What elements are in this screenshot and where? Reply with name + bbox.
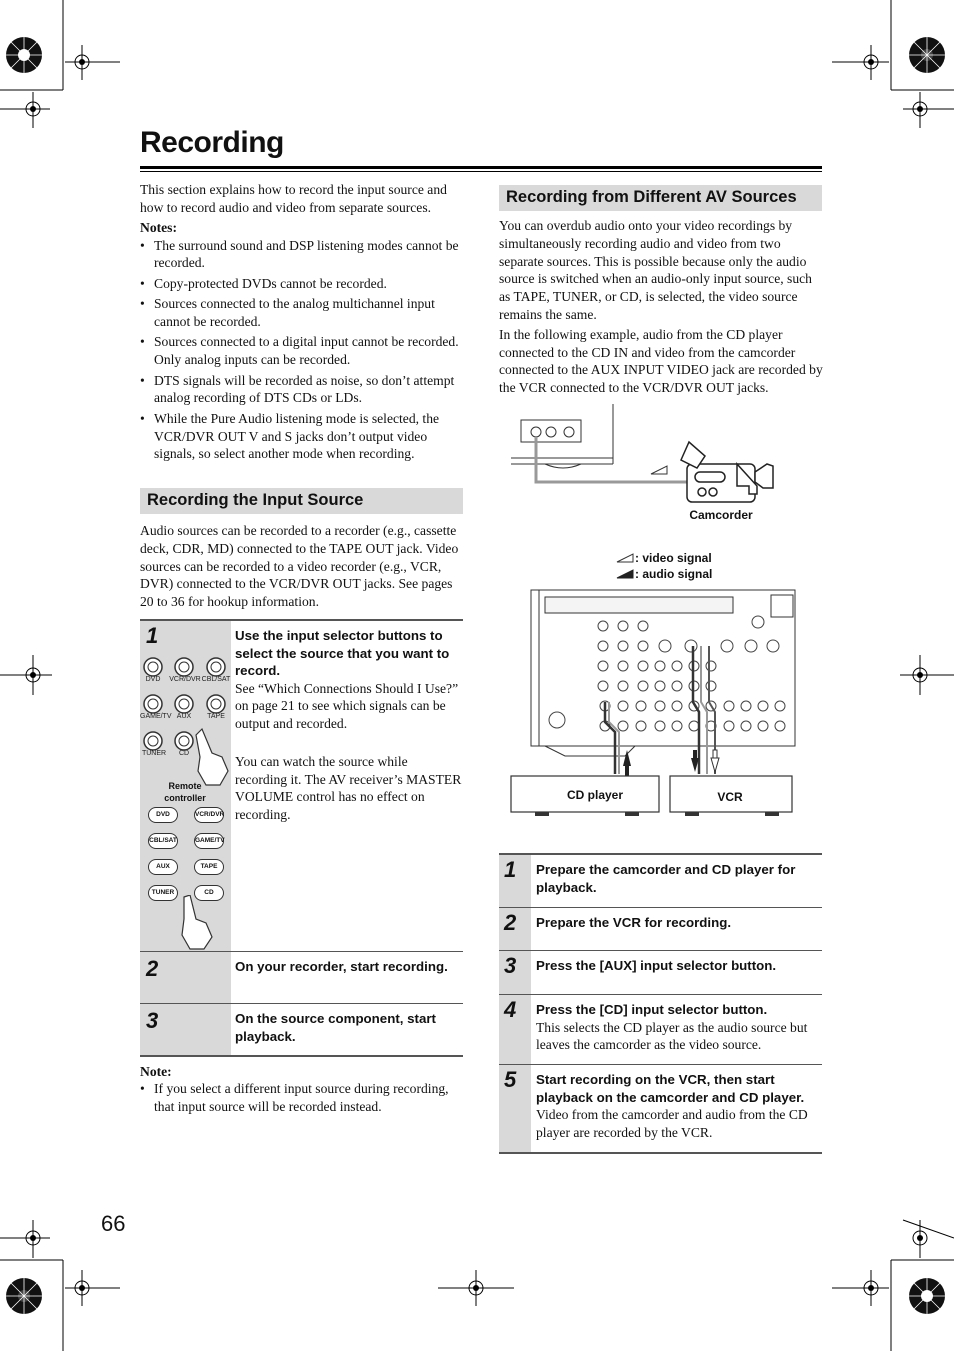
step-number-panel (499, 908, 531, 950)
unit-label: DVD (145, 676, 161, 683)
unit-label: CBL/SAT (201, 676, 231, 683)
step-body: This selects the CD player as the audio source but leaves the camcorder as the video source. (536, 1019, 808, 1053)
section-heading-different-sources: Recording from Different AV Sources (499, 185, 822, 211)
step-number: 3 (504, 953, 517, 978)
step-1-content (235, 627, 463, 824)
remote-button: TUNER (148, 885, 178, 901)
page-number: 66 (101, 1211, 126, 1236)
step-content (536, 1071, 820, 1142)
note-item: • The surround sound and DSP listening modes cannot be recorded. (140, 237, 464, 273)
section-body-input-source: Audio sources can be recorded to a recorder (e.g., cassette deck, CDR, MD) connected to the TAPE OUT jack. Video sources can be recorded to a video recorder (e.g., VCR, DVR) connected to the VCR/DVR OUT jacks. See pages 20 to 36 for hookup information. (140, 523, 459, 610)
unit-label: CD (178, 750, 190, 757)
legend-video-signal: : video signal (635, 551, 712, 565)
step-number: 2 (146, 956, 159, 981)
step-number-panel (499, 995, 531, 1064)
remote-button: TAPE (194, 859, 224, 875)
step-number-panel (140, 1004, 231, 1055)
pointing-hand-icon (176, 895, 216, 951)
step-title: On your recorder, start recording. (235, 959, 448, 974)
step-number: 2 (504, 910, 517, 935)
step-title: Start recording on the VCR, then start playback on the camcorder and CD player. (536, 1072, 805, 1105)
note-heading: Note: (140, 1064, 172, 1079)
step-1-illustration-panel (140, 621, 231, 951)
step-number-panel (499, 855, 531, 907)
right-paragraph-2: In the following example, audio from the CD player connected to the CD IN and video from the camcorder connected to the AUX INPUT VIDEO jack are recorded by the VCR connected to the VCR/DVR OUT jacks. (499, 326, 823, 396)
remote-button: VCR/DVR (194, 807, 224, 823)
remote-buttons (148, 807, 224, 901)
title-rule-thin (140, 171, 822, 172)
notes-list (140, 237, 464, 464)
step-title: Press the [AUX] input selector button. (536, 958, 777, 973)
intro-text: This section explains how to record the input source and how to record audio and video from separate sources. (140, 182, 447, 215)
step-row-3 (140, 1004, 463, 1057)
unit-label: TAPE (207, 713, 225, 720)
step-title: Press the [CD] input selector button. (536, 1002, 768, 1017)
page-title: Recording (140, 126, 284, 159)
unit-label: VCR/DVR (169, 676, 201, 683)
step-row-2 (499, 908, 822, 951)
remote-button: AUX (148, 859, 178, 875)
unit-label: TUNER (141, 750, 167, 757)
remote-button: DVD (148, 807, 178, 823)
note-item: • Sources connected to the analog multichannel input cannot be recorded. (140, 295, 464, 331)
unit-selector-buttons-illustration (140, 653, 231, 793)
step-number: 5 (504, 1067, 517, 1092)
unit-label: GAME/TV (140, 713, 172, 720)
step-title: Prepare the VCR for recording. (536, 915, 732, 930)
step-row-1 (140, 621, 463, 952)
section-heading-input-source: Recording the Input Source (140, 488, 463, 514)
connection-diagram-illustration (505, 402, 825, 822)
camcorder-icon (681, 442, 773, 502)
note-item: • DTS signals will be recorded as noise, so don’t attempt analog recording of DTS CDs or LDs. (140, 372, 464, 408)
step-number-panel (499, 1065, 531, 1152)
step-number-panel (140, 952, 231, 1003)
unit-label: AUX (176, 713, 192, 720)
step-number: 1 (146, 623, 159, 648)
step-content (536, 1001, 820, 1054)
legend-audio-signal: : audio signal (635, 567, 713, 581)
vcr-label: VCR (717, 790, 743, 804)
note-item: • While the Pure Audio listening mode is selected, the VCR/DVR OUT V and S jacks don’t output video signals, so select another mode when recording. (140, 410, 464, 463)
step-row-2 (140, 952, 463, 1004)
right-intro (499, 217, 823, 397)
step-row-5 (499, 1065, 822, 1154)
step-number-panel (499, 951, 531, 994)
step-title: On the source component, start playback. (235, 1011, 436, 1044)
step-title: Use the input selector buttons to select the source that you want to record. (235, 628, 450, 678)
cd-player-label: CD player (566, 788, 624, 802)
step-row-1 (499, 855, 822, 908)
bottom-note (140, 1064, 464, 1118)
right-steps-table (499, 853, 822, 1154)
step-number: 1 (504, 857, 517, 882)
step-row-4 (499, 995, 822, 1065)
title-rule (140, 166, 822, 169)
step-number: 4 (504, 997, 517, 1022)
connection-diagram (505, 402, 825, 822)
remote-button: CBL/SAT (148, 833, 178, 849)
note-item: • Sources connected to a digital input cannot be recorded. Only analog inputs can be recorded. (140, 333, 464, 369)
step-row-3 (499, 951, 822, 995)
pointing-hand-icon (196, 729, 228, 785)
camcorder-label: Camcorder (689, 508, 753, 522)
note-item: • Copy-protected DVDs cannot be recorded. (140, 275, 464, 293)
left-column (140, 181, 464, 466)
remote-controller-label: Remote controller (164, 781, 206, 803)
step-body: See “Which Connections Should I Use?” on page 21 to see which signals can be output and recorded. (235, 680, 459, 732)
step-body: Video from the camcorder and audio from the CD player are recorded by the VCR. (536, 1107, 808, 1140)
step-number: 3 (146, 1008, 159, 1033)
note-item: • If you select a different input source during recording, that input source will be recorded instead. (140, 1080, 464, 1116)
notes-heading: Notes: (140, 219, 177, 235)
step-title: Prepare the camcorder and CD player for playback. (536, 862, 796, 895)
remote-button: CD (194, 885, 224, 901)
step-body: You can watch the source while recording it. The AV receiver’s MASTER VOLUME control has no effect on recording. (235, 753, 462, 823)
right-paragraph-1: You can overdub audio onto your video recordings by simultaneously recording audio and video from two separate sources. This is possible because only the audio source is switched when an audio-only input source, such as TAPE, TUNER, or CD, is selected, the video source remains the same. (499, 218, 812, 322)
remote-button: GAME/TV (194, 833, 224, 849)
left-steps-table (140, 619, 463, 1057)
